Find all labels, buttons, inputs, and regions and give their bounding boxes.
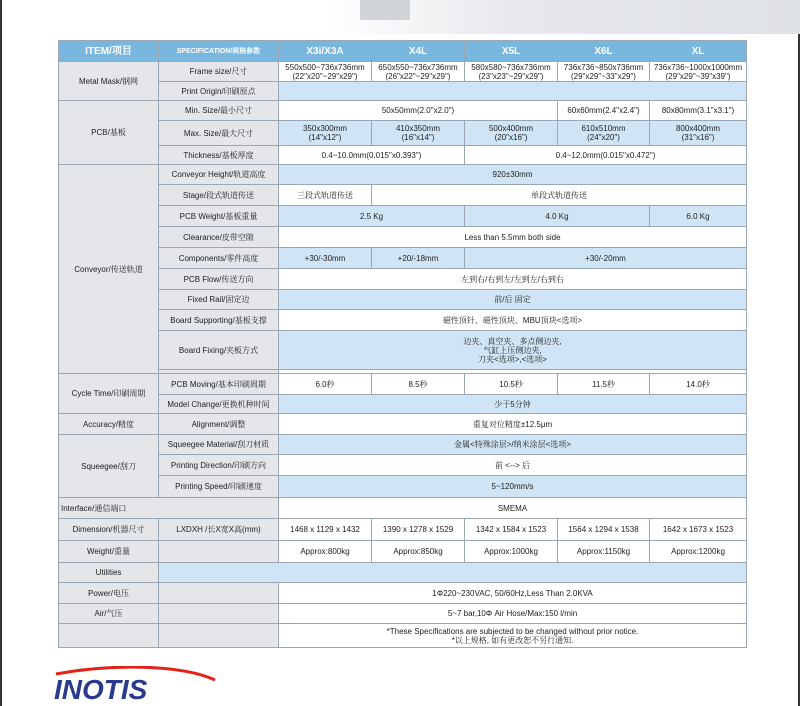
thickness-value: 0.4~12.0mm(0.015"x0.472") <box>465 146 747 165</box>
pcb-weight-value: 6.0 Kg <box>650 206 747 227</box>
table-row <box>59 310 747 331</box>
label-components: Components/零件高度 <box>159 248 279 269</box>
table-row <box>59 476 747 498</box>
cat-dimension: Dimension/机器尺寸 <box>59 519 159 541</box>
air-value: 5~7 bar,10Φ Air Hose/Max:150 l/min <box>279 604 747 624</box>
power-value: 1Φ220~230VAC, 50/60Hz,Less Than 2.0KVA <box>279 583 747 604</box>
label-weight-empty <box>159 541 279 563</box>
table-row <box>59 290 747 310</box>
table-row <box>59 331 747 370</box>
header-model: X5L <box>465 41 558 62</box>
inotis-logo <box>50 666 220 706</box>
header-model: X6L <box>558 41 650 62</box>
label-printing-direction: Printing Direction/印刷方向 <box>159 455 279 476</box>
dimension-value: 1342 x 1584 x 1523 <box>465 519 558 541</box>
utilities-band <box>159 563 747 583</box>
cat-air: Air/气压 <box>59 604 159 624</box>
cat-utilities: Utilities <box>59 563 159 583</box>
header-item: ITEM/项目 <box>59 41 159 62</box>
cat-conveyor: Conveyor/传送轨道 <box>59 165 159 374</box>
header-model: X3i/X3A <box>279 41 372 62</box>
note-empty <box>59 624 159 648</box>
frame-value: 550x500~736x736mm (22"x20"~29"x29") <box>279 62 372 82</box>
page-border-left <box>0 0 2 706</box>
weight-value: Approx:1200kg <box>650 541 747 563</box>
label-air-empty <box>159 604 279 624</box>
label-print-origin: Print Origin/印刷原点 <box>159 82 279 101</box>
model-change-value: 少于5分钟 <box>279 395 747 414</box>
table-row <box>59 541 747 563</box>
table-row <box>59 519 747 541</box>
note-english: *These Specifications are subjected to be changed without prior notice. <box>386 626 639 636</box>
label-thickness: Thickness/基板厚度 <box>159 146 279 165</box>
pcb-moving-value: 6.0秒 <box>279 374 372 395</box>
fixed-rail-value: 前/后 固定 <box>279 290 747 310</box>
header-model: X4L <box>372 41 465 62</box>
label-board-fixing: Board Fixing/夹板方式 <box>159 331 279 370</box>
pcb-moving-value: 14.0秒 <box>650 374 747 395</box>
min-size-value: 80x80mm(3.1"x3.1") <box>650 101 747 121</box>
pcb-flow-value: 左到右/右到左/左到左/右到右 <box>279 269 747 290</box>
frame-value: 650x550~736x736mm (26"x22"~29"x29") <box>372 62 465 82</box>
print-origin-value <box>279 82 747 101</box>
label-fixed-rail: Fixed Rail/固定边 <box>159 290 279 310</box>
clearance-value: Less than 5.5mm both side <box>279 227 747 248</box>
table-row <box>59 563 747 583</box>
label-board-supporting: Board Supporting/基板支撑 <box>159 310 279 331</box>
max-size-value: 500x400mm (20"x16") <box>465 121 558 146</box>
weight-value: Approx:1000kg <box>465 541 558 563</box>
cat-cycle-time: Cycle Time/印刷周期 <box>59 374 159 414</box>
dimension-value: 1564 x 1294 x 1538 <box>558 519 650 541</box>
table-row <box>59 62 747 82</box>
pcb-moving-value: 11.5秒 <box>558 374 650 395</box>
min-size-value: 60x60mm(2.4"x2.4") <box>558 101 650 121</box>
table-row <box>59 227 747 248</box>
note-empty <box>159 624 279 648</box>
squeegee-material-value: 金属<特殊涂层>/纳米涂层<选项> <box>279 435 747 455</box>
printing-direction-value: 前 <--> 后 <box>279 455 747 476</box>
components-value: +20/-18mm <box>372 248 465 269</box>
label-power-empty <box>159 583 279 604</box>
table-row <box>59 82 747 101</box>
cat-weight: Weight/重量 <box>59 541 159 563</box>
table-row <box>59 146 747 165</box>
machine-photo-fragment <box>360 0 410 20</box>
label-squeegee-material: Squeegee Material/刮刀材质 <box>159 435 279 455</box>
cat-metal-mask: Metal Mask/钢网 <box>59 62 159 101</box>
table-row <box>59 583 747 604</box>
dimension-value: 1390 x 1278 x 1529 <box>372 519 465 541</box>
table-row <box>59 414 747 435</box>
table-row <box>59 185 747 206</box>
label-pcb-flow: PCB Flow/传送方向 <box>159 269 279 290</box>
label-model-change: Model Change/更换机种时间 <box>159 395 279 414</box>
board-fixing-line: 边夹、真空夹、多点侧边夹, <box>463 336 562 346</box>
table-row <box>59 165 747 185</box>
table-row <box>59 121 747 146</box>
label-max-size: Max. Size/最大尺寸 <box>159 121 279 146</box>
note-chinese: *以上规格, 如有更改恕不另行通知. <box>451 635 574 645</box>
thickness-value: 0.4~10.0mm(0.015"x0.393") <box>279 146 465 165</box>
label-clearance: Clearance/皮带空隙 <box>159 227 279 248</box>
cat-interface: Interface/通信端口 <box>59 498 279 519</box>
frame-value: 736x736~1000x1000mm (29"x29"~39"x39") <box>650 62 747 82</box>
components-value: +30/-30mm <box>279 248 372 269</box>
cat-squeegee: Squeegee/刮刀 <box>59 435 159 498</box>
printing-speed-value: 5~120mm/s <box>279 476 747 498</box>
label-stage: Stage/段式轨道传送 <box>159 185 279 206</box>
pcb-weight-value: 4.0 Kg <box>465 206 650 227</box>
components-value: +30/-20mm <box>465 248 747 269</box>
weight-value: Approx:1150kg <box>558 541 650 563</box>
table-row <box>59 374 747 395</box>
table-row <box>59 395 747 414</box>
cat-power: Power/电压 <box>59 583 159 604</box>
frame-value: 580x580~736x736mm (23"x23"~29"x29") <box>465 62 558 82</box>
pcb-weight-value: 2.5 Kg <box>279 206 465 227</box>
stage-value: 单段式轨道传送 <box>372 185 747 206</box>
label-frame-size: Frame size/尺寸 <box>159 62 279 82</box>
table-row <box>59 206 747 227</box>
header-spec: SPECIFICATION/规格参数 <box>159 41 279 62</box>
label-min-size: Min. Size/最小尺寸 <box>159 101 279 121</box>
table-row <box>59 604 747 624</box>
frame-value: 736x736~850x736mm (29"x29"~33"x29") <box>558 62 650 82</box>
header-model: XL <box>650 41 747 62</box>
weight-value: Approx:850kg <box>372 541 465 563</box>
pcb-moving-value: 10.5秒 <box>465 374 558 395</box>
spec-note <box>279 624 747 648</box>
logo-text: INOTIS <box>54 674 148 705</box>
label-printing-speed: Printing Speed/印刷速度 <box>159 476 279 498</box>
max-size-value: 800x400mm (31"x16") <box>650 121 747 146</box>
board-fixing-line: 气缸上压侧边夹, <box>483 345 542 355</box>
board-fixing-line: 刀夹<选项>,<选项> <box>478 354 547 364</box>
label-pcb-moving: PCB Moving/基本印刷周期 <box>159 374 279 395</box>
spec-table <box>58 40 747 648</box>
board-fixing-value <box>279 331 747 370</box>
max-size-value: 610x510mm (24"x20") <box>558 121 650 146</box>
label-pcb-weight: PCB Weight/基板重量 <box>159 206 279 227</box>
table-row <box>59 248 747 269</box>
label-lxdxh: LXDXH /长X宽X高(mm) <box>159 519 279 541</box>
max-size-value: 410x350mm (16"x14") <box>372 121 465 146</box>
min-size-value: 50x50mm(2.0"x2.0") <box>279 101 558 121</box>
table-row <box>59 455 747 476</box>
board-supporting-value: 磁性顶针、磁性顶块、MBU顶块<选项> <box>279 310 747 331</box>
pcb-moving-value: 8.5秒 <box>372 374 465 395</box>
weight-value: Approx:800kg <box>279 541 372 563</box>
conveyor-height-value: 920±30mm <box>279 165 747 185</box>
cat-pcb: PCB/基板 <box>59 101 159 165</box>
max-size-value: 350x300mm (14"x12") <box>279 121 372 146</box>
table-row <box>59 498 747 519</box>
table-row <box>59 269 747 290</box>
table-row <box>59 435 747 455</box>
dimension-value: 1468 x 1129 x 1432 <box>279 519 372 541</box>
table-row <box>59 624 747 648</box>
stage-value: 三段式轨道传送 <box>279 185 372 206</box>
table-row <box>59 101 747 121</box>
alignment-value: 重复对位精度±12.5μm <box>279 414 747 435</box>
label-conveyor-height: Conveyor Height/轨道高度 <box>159 165 279 185</box>
dimension-value: 1642 x 1673 x 1523 <box>650 519 747 541</box>
interface-value: SMEMA <box>279 498 747 519</box>
header-row <box>59 41 747 62</box>
label-alignment: Alignment/调整 <box>159 414 279 435</box>
cat-accuracy: Accuracy/精度 <box>59 414 159 435</box>
